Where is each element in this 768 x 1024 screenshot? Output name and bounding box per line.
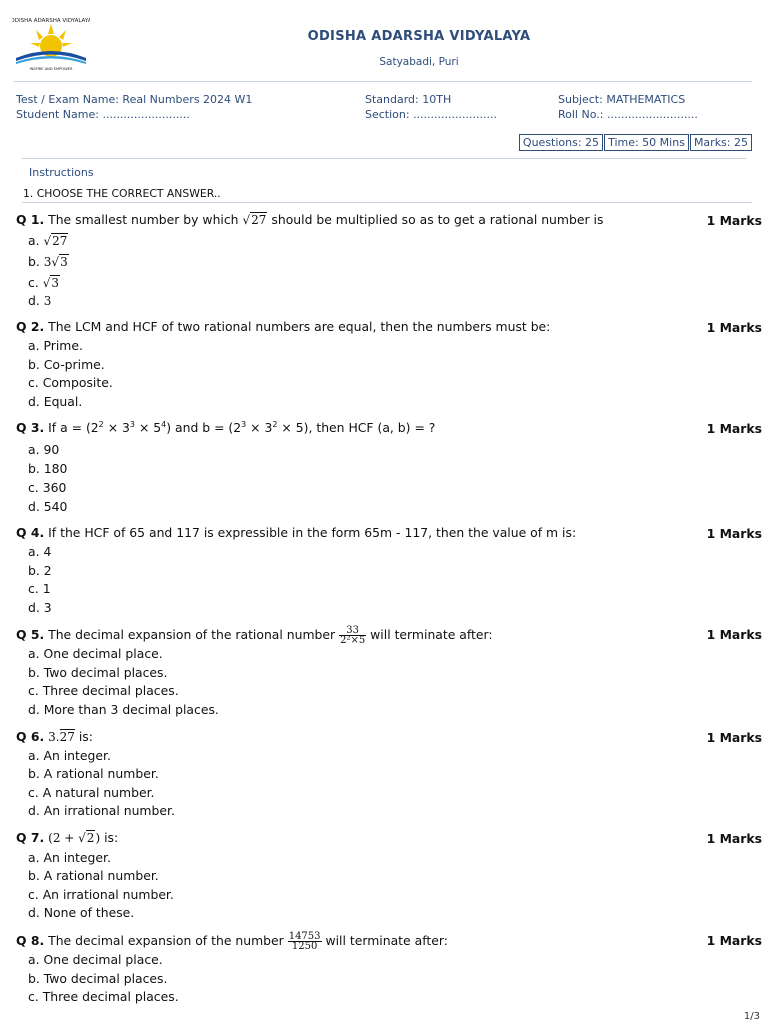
question-marks: 1 Marks xyxy=(706,421,762,436)
option-b[interactable]: b. Two decimal places. xyxy=(28,971,168,986)
header-divider xyxy=(14,81,752,82)
option-a[interactable]: a. An integer. xyxy=(28,850,111,865)
question-number: Q 2. xyxy=(16,319,45,334)
section-title: 1. CHOOSE THE CORRECT ANSWER.. xyxy=(23,187,221,200)
school-location: Satyabadi, Puri xyxy=(379,56,459,68)
option-a[interactable]: a. 4 xyxy=(28,544,52,559)
option-c[interactable]: c. 1 xyxy=(28,581,51,596)
option-c[interactable]: c. An irrational number. xyxy=(28,887,174,902)
school-name: ODISHA ADARSHA VIDYALAYA xyxy=(307,29,531,44)
question-marks: 1 Marks xyxy=(706,526,762,541)
option-a[interactable]: a. 90 xyxy=(28,442,60,457)
question-marks: 1 Marks xyxy=(706,213,762,228)
question-number: Q 6. xyxy=(16,729,45,744)
option-c[interactable]: c. Composite. xyxy=(28,375,113,390)
repeating-decimal: 3.27 xyxy=(48,730,75,744)
option-d[interactable]: d. 540 xyxy=(28,499,68,514)
option-b[interactable]: b. 3√3 xyxy=(28,254,68,269)
test-info xyxy=(16,93,252,122)
total-marks: Marks: 25 xyxy=(690,134,752,151)
svg-text:ODISHA ADARSHA VIDYALAYA: ODISHA ADARSHA VIDYALAYA xyxy=(12,18,90,24)
section-divider xyxy=(22,202,752,203)
question-number: Q 4. xyxy=(16,525,45,540)
question-number: Q 3. xyxy=(16,420,45,436)
option-a[interactable]: a. One decimal place. xyxy=(28,952,163,967)
standard: Standard: 10TH xyxy=(365,93,452,106)
svg-text:INSPIRE AND EMPOWER: INSPIRE AND EMPOWER xyxy=(29,67,73,71)
test-name: Test / Exam Name: Real Numbers 2024 W1 xyxy=(16,93,253,106)
section: Section: ........................ xyxy=(365,107,497,121)
question-number: Q 1. xyxy=(16,212,45,227)
option-a[interactable]: a. Prime. xyxy=(28,338,83,353)
sqrt-expression: (2 + √2) xyxy=(48,831,101,845)
questions-count: Questions: 25 xyxy=(519,134,603,151)
option-c[interactable]: c. A natural number. xyxy=(28,785,155,800)
option-c[interactable]: c. Three decimal places. xyxy=(28,683,179,698)
option-d[interactable]: d. 3 xyxy=(28,600,52,615)
time-limit: Time: 50 Mins xyxy=(604,134,689,151)
question-marks: 1 Marks xyxy=(706,627,762,642)
question-number: Q 5. xyxy=(16,627,45,642)
question-marks: 1 Marks xyxy=(706,933,762,948)
fraction: $\frac{14753}{1250}$ xyxy=(288,931,321,952)
option-c[interactable]: c. √3 xyxy=(28,275,60,290)
exam-summary xyxy=(518,134,752,151)
option-a[interactable]: a. An integer. xyxy=(28,748,111,763)
option-d[interactable]: d. More than 3 decimal places. xyxy=(28,702,219,717)
subject: Subject: MATHEMATICS xyxy=(558,93,686,106)
question-marks: 1 Marks xyxy=(706,831,762,846)
page-number: 1/3 xyxy=(743,1011,760,1022)
option-a[interactable]: a. One decimal place. xyxy=(28,646,163,661)
option-b[interactable]: b. 180 xyxy=(28,461,68,476)
question-number: Q 8. xyxy=(16,933,45,948)
sqrt-expression: √27 xyxy=(242,213,267,227)
option-c[interactable]: c. 360 xyxy=(28,480,67,495)
option-d[interactable]: d. Equal. xyxy=(28,394,83,409)
student-name: Student Name: ......................... xyxy=(16,107,190,121)
question-marks: 1 Marks xyxy=(706,320,762,335)
roll-no: Roll No.: .......................... xyxy=(558,107,698,121)
option-a[interactable]: a. √27 xyxy=(28,233,68,248)
option-b[interactable]: b. 2 xyxy=(28,563,52,578)
standard-info xyxy=(365,93,497,122)
option-c[interactable]: c. Three decimal places. xyxy=(28,989,179,1004)
option-b[interactable]: b. Two decimal places. xyxy=(28,665,168,680)
fraction: $\frac{33}{\text{2²×5}}$ xyxy=(340,625,366,646)
instructions-divider xyxy=(22,158,746,159)
option-b[interactable]: b. Co-prime. xyxy=(28,357,105,372)
subject-info xyxy=(558,93,698,122)
option-d[interactable]: d. None of these. xyxy=(28,905,135,920)
question-number: Q 7. xyxy=(16,830,45,845)
option-d[interactable]: d. An irrational number. xyxy=(28,803,175,818)
question-marks: 1 Marks xyxy=(706,730,762,745)
option-b[interactable]: b. A rational number. xyxy=(28,868,159,883)
option-d[interactable]: d. 3 xyxy=(28,293,52,308)
option-b[interactable]: b. A rational number. xyxy=(28,766,159,781)
instructions-title: Instructions xyxy=(29,166,94,179)
